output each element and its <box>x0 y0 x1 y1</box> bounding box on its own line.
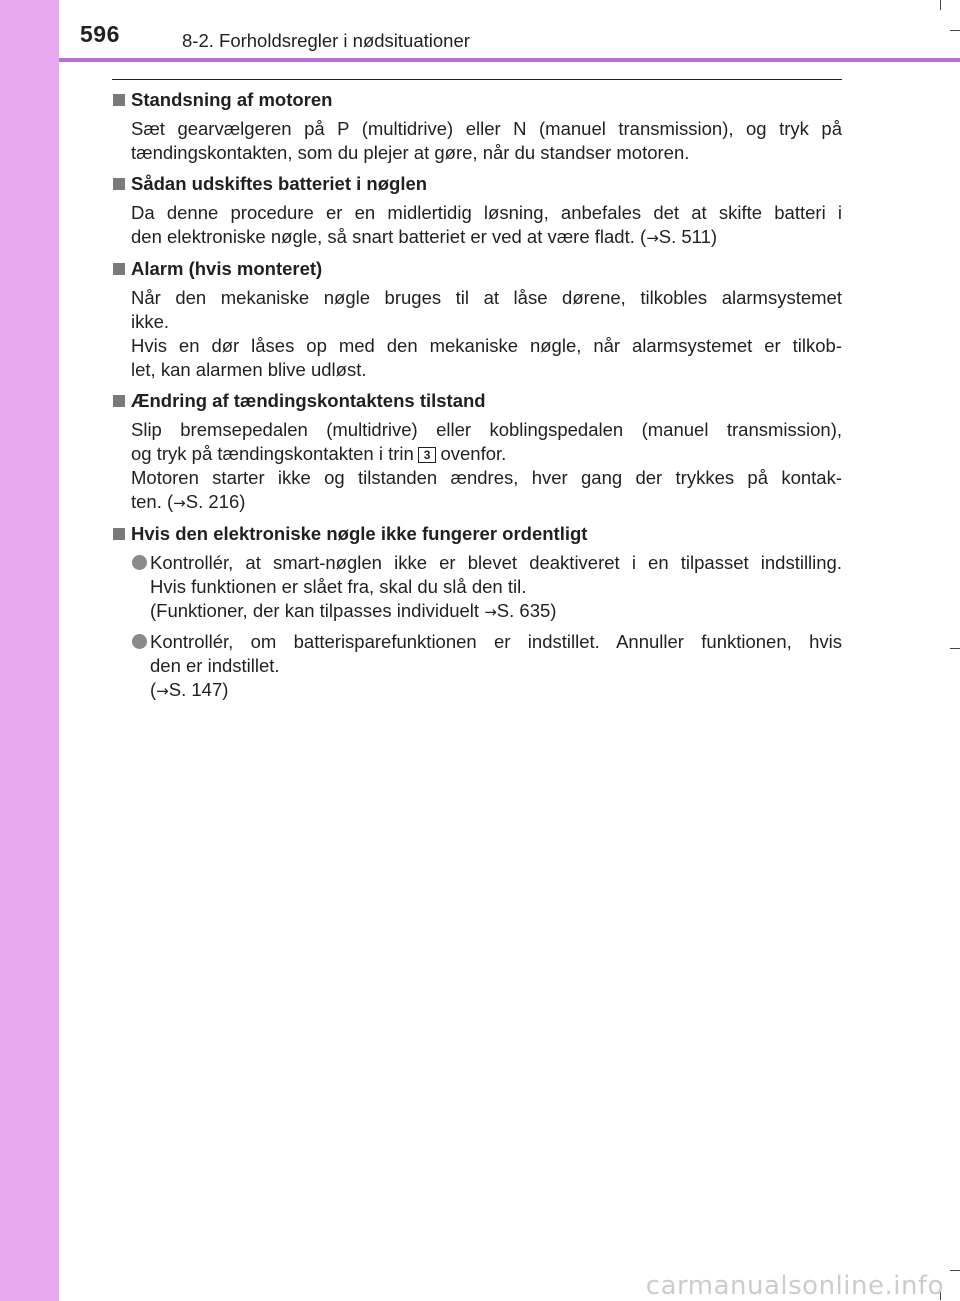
page-reference[interactable]: S. 216) <box>185 491 246 512</box>
list-item <box>112 551 842 624</box>
text-fragment: den elektroniske nøgle, så snart batteriet er ved at være fladt. ( <box>131 226 647 247</box>
side-color-band <box>0 0 59 1301</box>
text-line: Kontrollér, om batterisparefunktionen er indstillet. Annuller funktionen, hvis <box>150 631 842 652</box>
page-content <box>112 88 842 710</box>
text-line <box>131 490 842 515</box>
square-bullet-icon <box>113 528 125 540</box>
text-line: tændingskontakten, som du plejer at gøre, når du standser motoren. <box>131 142 690 163</box>
text-line <box>150 599 842 624</box>
section-alarm <box>112 257 842 382</box>
text-line <box>131 442 842 466</box>
section-body <box>112 201 842 250</box>
section-heading <box>112 522 842 546</box>
arrow-icon: → <box>156 682 169 700</box>
square-bullet-icon <box>113 395 125 407</box>
text-line: Motoren starter ikke og tilstanden ændres, hver gang der trykkes på kontak- <box>131 467 842 488</box>
crop-mark <box>950 648 960 649</box>
text-line: Sæt gearvælgeren på P (multidrive) eller N (manuel transmission), og tryk på <box>131 118 842 139</box>
circle-bullet-icon <box>132 634 147 649</box>
crop-mark <box>950 1270 960 1271</box>
section-heading <box>112 88 842 112</box>
text-fragment: ( <box>150 679 157 700</box>
text-fragment: ten. ( <box>131 491 174 512</box>
text-line: den er indstillet. <box>150 655 280 676</box>
heading-text: Ændring af tændingskontaktens tilstand <box>131 390 486 411</box>
section-standsning <box>112 88 842 165</box>
section-batteri <box>112 172 842 250</box>
text-line: Når den mekaniske nøgle bruges til at låse dørene, tilkobles alarmsystemet <box>131 287 842 308</box>
section-heading <box>112 172 842 196</box>
section-heading <box>112 389 842 413</box>
text-line: let, kan alarmen blive udløst. <box>131 359 367 380</box>
section-body <box>112 286 842 382</box>
page-number: 596 <box>80 21 120 47</box>
page-reference[interactable]: S. 147) <box>168 679 229 700</box>
section-elektronisk-noegle <box>112 522 842 703</box>
arrow-icon: → <box>646 229 659 247</box>
section-body <box>112 418 842 515</box>
text-fragment: og tryk på tændingskontakten i trin <box>131 443 414 464</box>
bullet-text <box>150 551 842 624</box>
text-line <box>131 225 842 250</box>
arrow-icon: → <box>484 603 497 621</box>
heading-text: Alarm (hvis monteret) <box>131 258 323 279</box>
top-rule <box>112 79 842 80</box>
section-body <box>112 117 842 165</box>
text-fragment: ovenfor. <box>440 443 507 464</box>
text-fragment: (Funktioner, der kan tilpasses individuelt <box>150 600 485 621</box>
crop-mark <box>940 0 941 10</box>
arrow-icon: → <box>173 494 186 512</box>
page-reference[interactable]: S. 635) <box>496 600 557 621</box>
square-bullet-icon <box>113 263 125 275</box>
text-line <box>150 678 842 703</box>
step-number-box: 3 <box>418 447 437 463</box>
text-line: Kontrollér, at smart-nøglen ikke er blevet deaktiveret i en tilpasset indstilling. <box>150 552 842 573</box>
list-item <box>112 630 842 703</box>
heading-text: Hvis den elektroniske nøgle ikke fungerer ordentligt <box>131 523 588 544</box>
chapter-title: 8-2. Forholdsregler i nødsituationer <box>182 30 470 51</box>
text-line: Hvis funktionen er slået fra, skal du slå den til. <box>150 576 527 597</box>
text-line: Da denne procedure er en midlertidig løsning, anbefales det at skifte batteri i <box>131 202 842 223</box>
square-bullet-icon <box>113 94 125 106</box>
text-line: ikke. <box>131 311 170 332</box>
section-tilstand <box>112 389 842 515</box>
header-divider <box>59 58 960 62</box>
watermark: carmanualsonline.info <box>645 1271 944 1301</box>
page-reference[interactable]: S. 511) <box>658 226 718 247</box>
crop-mark <box>950 30 960 31</box>
section-heading <box>112 257 842 281</box>
heading-text: Sådan udskiftes batteriet i nøglen <box>131 173 428 194</box>
text-line: Slip bremsepedalen (multidrive) eller koblingspedalen (manuel transmission), <box>131 419 842 440</box>
heading-text: Standsning af motoren <box>131 89 333 110</box>
circle-bullet-icon <box>132 555 147 570</box>
bullet-text <box>150 630 842 703</box>
text-line: Hvis en dør låses op med den mekaniske nøgle, når alarmsystemet er tilkob- <box>131 335 842 356</box>
square-bullet-icon <box>113 178 125 190</box>
